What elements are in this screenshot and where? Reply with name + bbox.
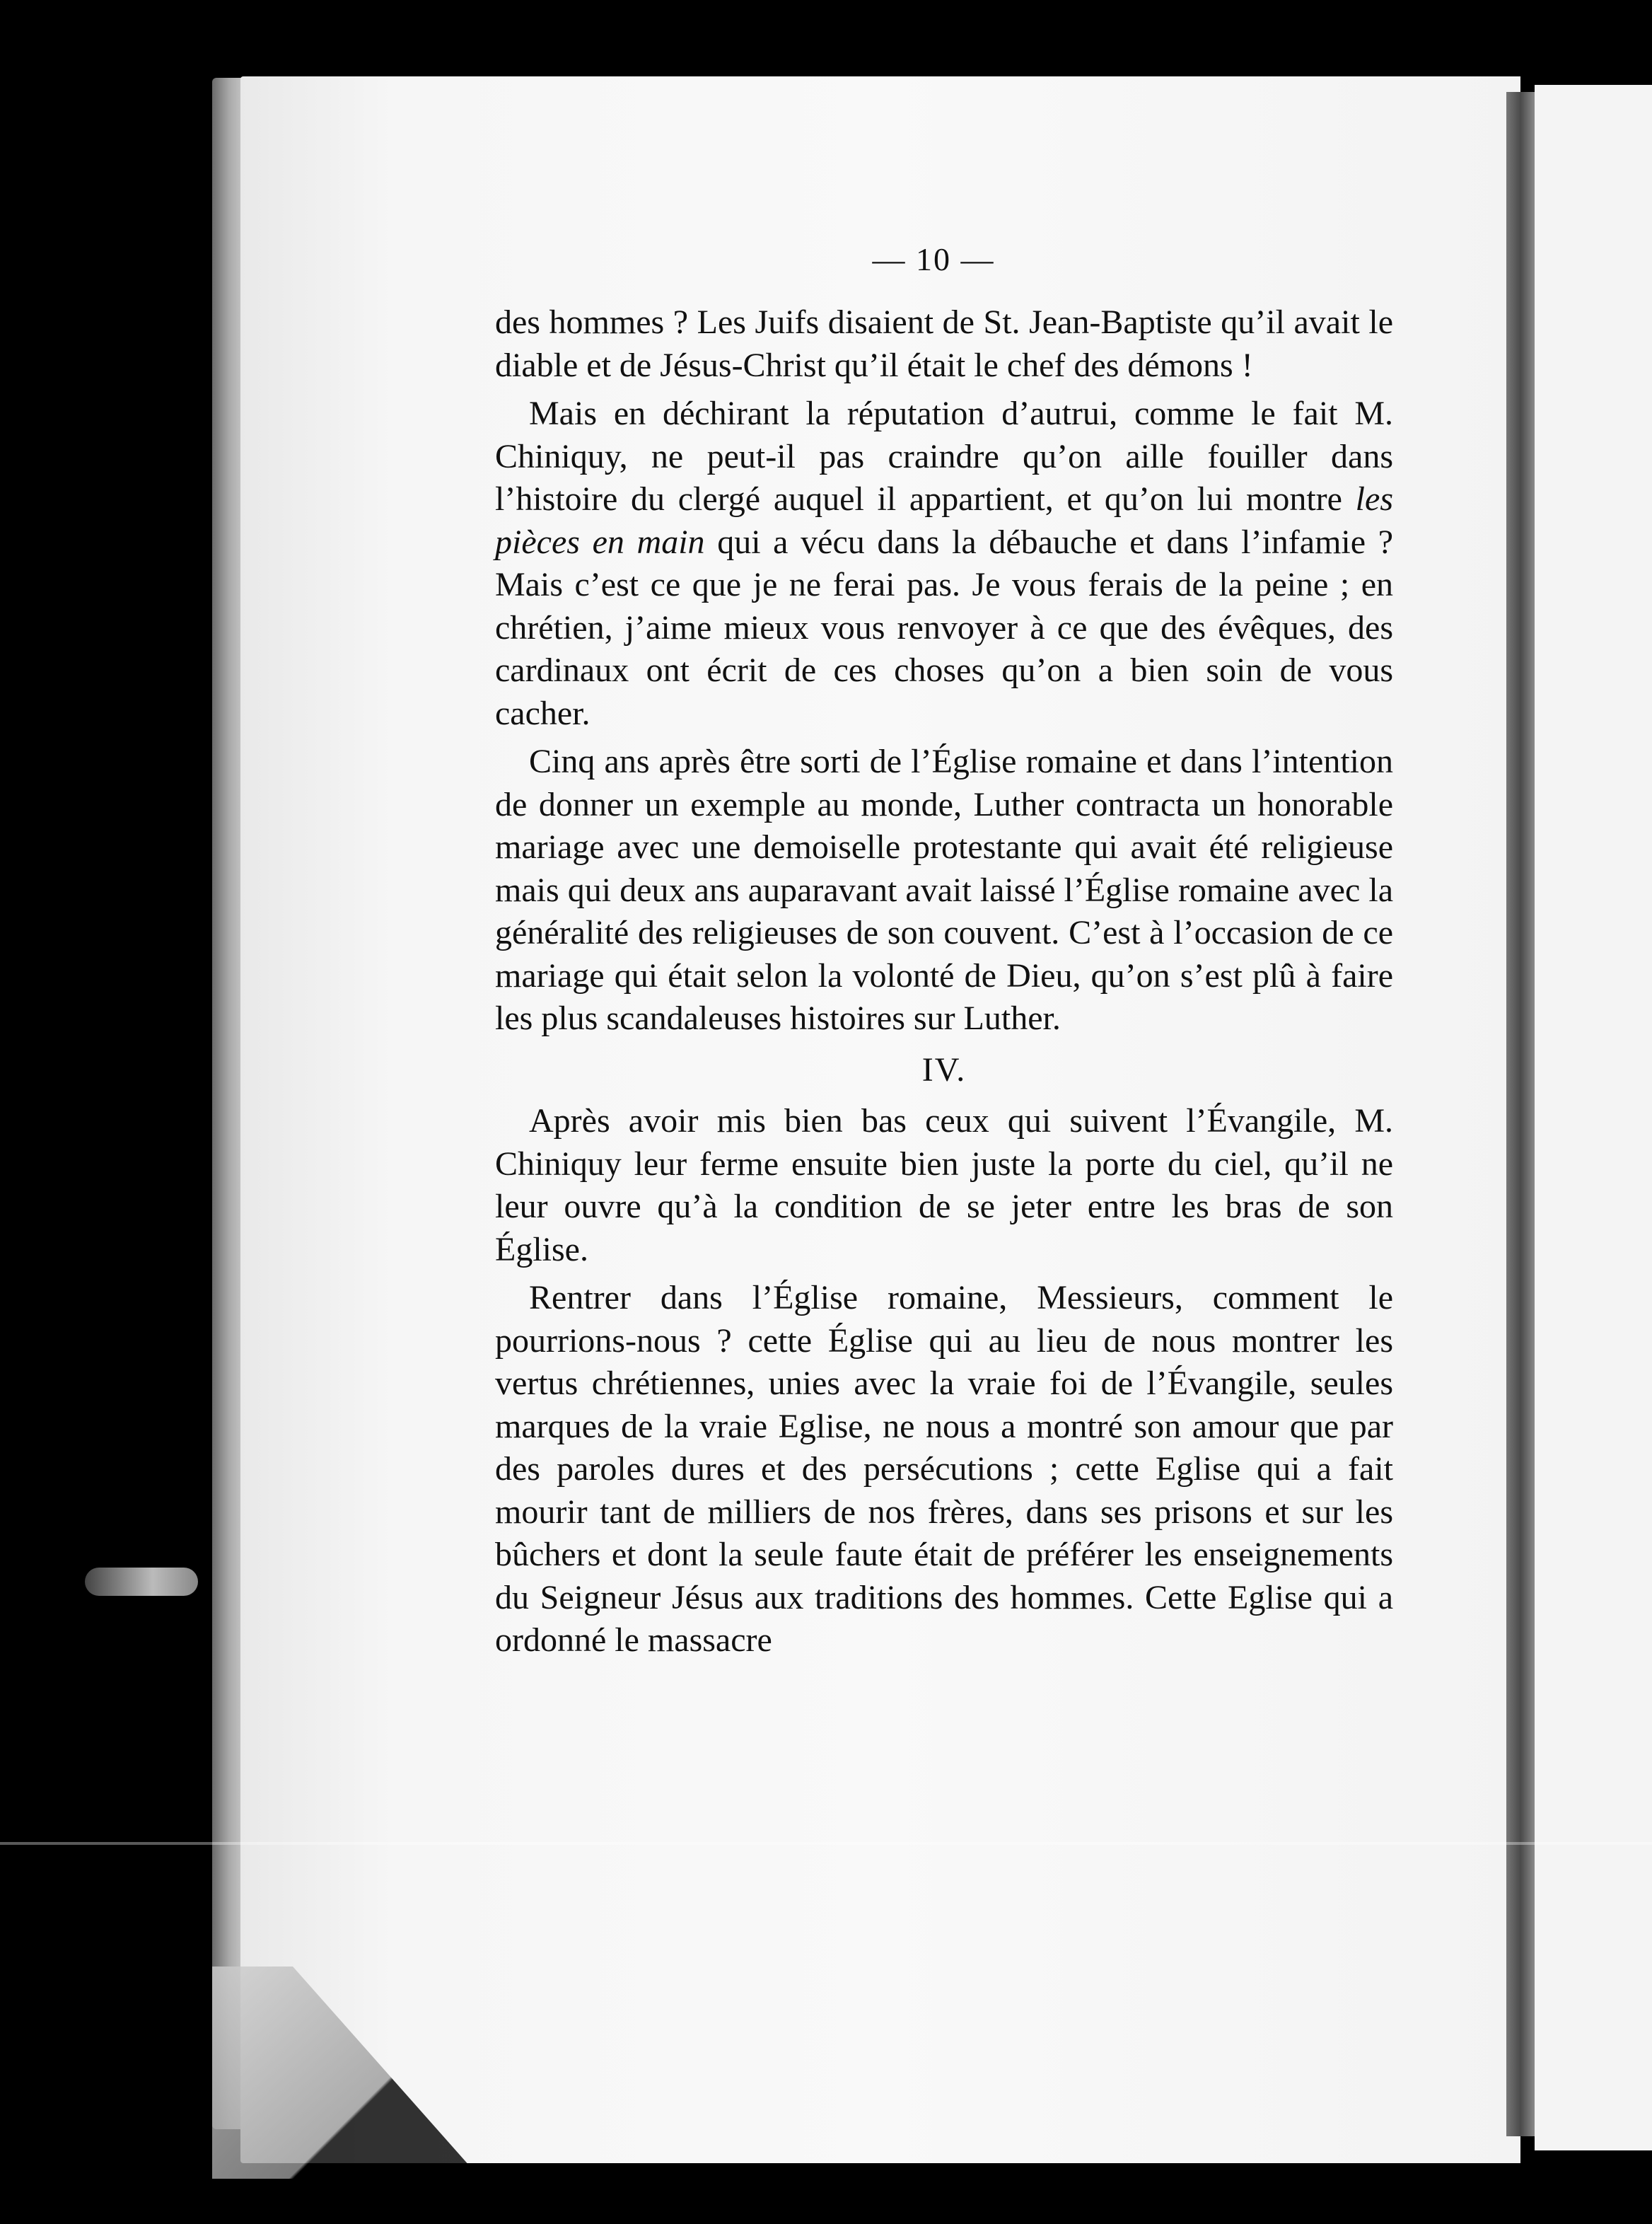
facing-page-edge	[1535, 85, 1652, 2150]
page-body	[495, 301, 1393, 1662]
paragraph-4: Après avoir mis bien bas ceux qui suivent l’Évangile, M. Chiniquy leur ferme ensuite bien juste la porte du ciel, qu’il ne leur ouvre qu’à la condition de se jeter entre les bras de son Église.	[495, 1102, 1393, 1268]
scan-artifact-line	[0, 1842, 1652, 1845]
section-heading: IV.	[921, 1050, 967, 1089]
paragraph-2-text-a: Mais en déchirant la réputation d’autrui, comme le fait M. Chiniquy, ne peut-il pas craindre qu’on aille fouiller dans l’histoire du clergé auquel il appartient, et qu’on lui montre	[495, 395, 1393, 518]
page-number: — 10 —	[872, 241, 995, 277]
paragraph-2-text-b: qui a vécu dans la débauche et dans l’infamie ? Mais c’est ce que je ne ferai pas. Je vous ferais de la peine ; en chrétien, j’aime mieux vous renvoyer à ce que des évêques, des cardinaux ont écrit de ces choses qu’on a bien soin de vous cacher.	[495, 523, 1394, 732]
paragraph-2	[495, 393, 1393, 735]
paragraph-2-italic: les pièces en main	[495, 480, 1393, 561]
paragraph-3: Cinq ans après être sorti de l’Église romaine et dans l’intention de donner un exemple au monde, Luther contracta un honorable mariage avec une demoiselle protestante qui avait été religieuse mais qui deux ans auparavant avait laissé l’Église romaine avec la généralité des religieuses de son couvent. C’est à l’occasion de ce mariage qui était selon la volonté de Dieu, qu’on s’est plû à faire les plus scandaleuses histoires sur Luther.	[495, 743, 1393, 1037]
gutter-shadow	[1506, 92, 1535, 2136]
page-tear-mark	[85, 1568, 198, 1596]
paragraph-1: des hommes ? Les Juifs disaient de St. Jean-Baptiste qu’il avait le diable et de Jésus-Christ qu’il était le chef des démons !	[495, 303, 1393, 384]
paragraph-5: Rentrer dans l’Église romaine, Messieurs, comment le pourrions-nous ? cette Église qui au lieu de nous montrer les vertus chrétiennes, unies avec la vraie foi de l’Évangile, seules marques de la vraie Eglise, ne nous a montré son amour que par des paroles dures et des persécutions ; cette Eglise qui a fait mourir tant de milliers de nos frères, dans ses prisons et sur les bûchers et dont la seule faute était de préférer les enseignements du Seigneur Jésus aux traditions des hommes. Cette Eglise qui a ordonné le massacre	[495, 1279, 1393, 1659]
